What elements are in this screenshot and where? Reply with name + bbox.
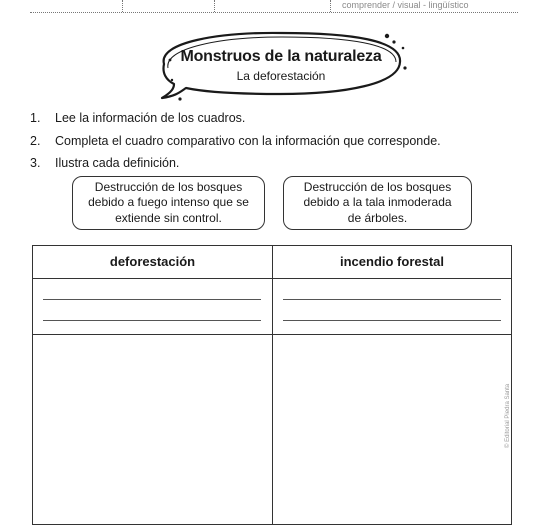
answer-line[interactable] [43, 299, 261, 300]
skill-tags: comprender / visual - lingüístico [342, 0, 469, 10]
answer-line[interactable] [283, 299, 501, 300]
row-divider [33, 334, 511, 335]
top-divider [122, 0, 123, 12]
publisher-credit: © Editorial Piedra Santa [505, 383, 511, 448]
title-bubble [150, 28, 412, 104]
instruction-item: 2. Completa el cuadro comparativo con la información que corresponde. [30, 133, 441, 148]
definition-box: Destrucción de los bosques debido a la tala inmoderada de árboles. [283, 176, 472, 230]
instruction-item: 3. Ilustra cada definición. [30, 156, 180, 170]
instruction-list [30, 107, 441, 175]
top-divider [214, 0, 215, 12]
definition-box: Destrucción de los bosques debido a fuego intenso que se extiende sin control. [72, 176, 265, 230]
column-header-incendio-forestal: incendio forestal [339, 254, 445, 269]
comparison-table [32, 245, 512, 525]
column-header-deforestacion: deforestación [109, 254, 196, 269]
speech-bubble-shape [150, 28, 412, 104]
instruction-item: 1. Lee la información de los cuadros. [30, 111, 246, 125]
page-subtitle: La deforestación [236, 69, 326, 83]
header-divider [33, 278, 511, 279]
column-divider [272, 246, 273, 524]
top-divider [330, 0, 331, 12]
answer-line[interactable] [283, 320, 501, 321]
page-title: Monstruos de la naturaleza [180, 48, 382, 65]
answer-line[interactable] [43, 320, 261, 321]
top-dotted-rule [30, 12, 518, 13]
